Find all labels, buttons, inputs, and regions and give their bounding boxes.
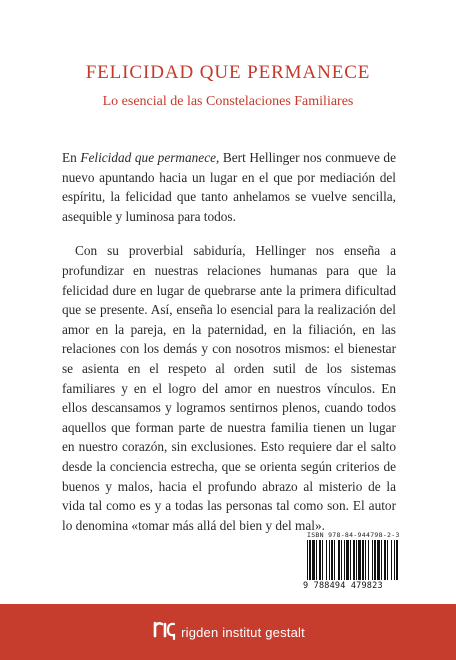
synopsis-paragraph-2: Con su proverbial sabiduría, Hellinger nos enseña a profundizar en nuestras relaciones humanas para que la felicidad dure en lugar de quebrarse ante la primera dificultad que se presente. Así, enseña lo esencial para la realización del amor en la pareja, en la paternidad, en la filiación, en las relaciones con los demás y con nosotros mismos: el bienestar se asienta en el respeto al orden sutil de los sistemas familiares y en el logro del amor en nuestros vínculos. En ellos descansamos y logramos sentirnos plenos, cuando todos aquellos que forman parte de nuestra familia tienen un lugar en nuestro corazón, sin exclusiones. Esto requiere dar el salto desde la conciencia estrecha, que se orienta según criterios de buenos y malos, hacia el profundo abrazo al misterio de la vida tal como es y a todas las personas tal como son. El autor lo denomina «tomar más allá del bien y del mal». <box>62 243 396 533</box>
synopsis <box>62 148 396 535</box>
barcode-bars-icon <box>303 540 401 582</box>
synopsis-paragraph-1-rest: , Bert Hellinger nos conmueve de nuevo apuntando hacia un lugar en el que por mediación del espíritu, la felicidad que tanto anhelamos se vuelve sencilla, asequible y luminosa para todos. <box>62 150 396 224</box>
synopsis-intro: En <box>62 150 81 165</box>
isbn-label: ISBN 978-84-944798-2-3 <box>307 531 400 539</box>
publisher-name: rigden institut gestalt <box>181 624 305 640</box>
publisher-footer <box>0 604 456 660</box>
publisher-logo <box>151 620 305 645</box>
book-title-italic: Felicidad que permanece <box>80 150 216 165</box>
barcode-digits: 9 788494 479823 <box>303 581 383 591</box>
synopsis-paragraph-1 <box>62 148 396 226</box>
book-subtitle: Lo esencial de las Constelaciones Familiares <box>102 94 354 109</box>
book-title: FELICIDAD QUE PERMANECE <box>85 62 371 83</box>
barcode <box>303 531 401 591</box>
rig-monogram-icon <box>151 620 177 645</box>
